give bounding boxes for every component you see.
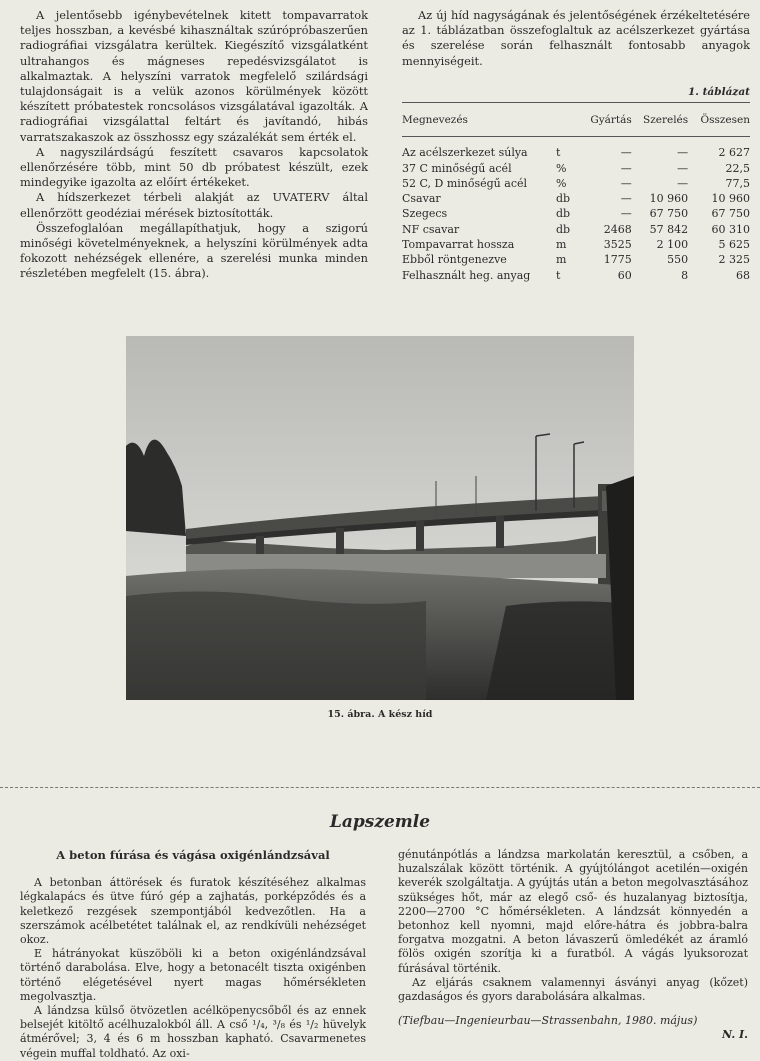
cell-unit: %: [556, 176, 567, 190]
figure-caption: 15. ábra. A kész híd: [327, 709, 433, 720]
cell-name: Felhasznált heg. anyag: [402, 268, 531, 282]
cell-unit: m: [556, 238, 567, 251]
cell-manufacture: 1775: [603, 253, 632, 267]
cell-manufacture: 3525: [603, 238, 632, 251]
cell-assembly: 2 100: [656, 238, 689, 251]
table-row: [402, 206, 750, 221]
cell-assembly: —: [677, 161, 689, 175]
paragraph: Az új híd nagyságának és jelentőségének érzékeltetésére az 1. táblázatban összefoglaltuk az acélszerkezet gyártása és szerelése során felhasznált fontosabb anyagok mennyiségeit.: [402, 8, 750, 68]
header-unit: [550, 103, 580, 137]
table-row: [402, 222, 750, 237]
paragraph: A nagyszilárdságú feszített csavaros kapcsolatok ellenőrzésére több, mint 50 db próbatest készült, ezek mindegyike igazolta az előírt értékeket.: [20, 144, 368, 190]
cell-total: 68: [736, 268, 750, 282]
cell-manufacture: —: [620, 192, 632, 206]
cell-name: NF csavar: [402, 222, 460, 236]
cell-manufacture: —: [620, 207, 632, 221]
table-row: [402, 137, 750, 161]
cell-assembly: 57 842: [649, 222, 689, 236]
article-title: A beton fúrása és vágása oxigénlándzsával: [56, 848, 330, 862]
table-row: [402, 176, 750, 191]
cell-name: 37 C minőségű acél: [402, 161, 512, 175]
header-assembly: Szerelés: [632, 103, 688, 137]
cell-total: 10 960: [711, 192, 750, 206]
cell-total: 2 325: [718, 253, 750, 267]
table-label: 1. táblázat: [687, 85, 750, 98]
cell-name: Szegecs: [402, 207, 448, 221]
paragraph: A betonban áttörések és furatok készítéséhez alkalmas légkalapács és ütve fúró gép a zajhatás, porképződés és a keletkező rezgések szempontjából kedvezőtlen. Ha a szerszámok acélbetétet találnak el, az rendkívüli nehézséget okoz.: [20, 876, 366, 947]
table-row: [402, 161, 750, 176]
cell-name: Csavar: [402, 192, 441, 206]
cell-total: 2 627: [718, 146, 750, 160]
cell-unit: t: [556, 146, 561, 160]
article-right-column: [398, 848, 748, 1043]
cell-assembly: —: [677, 146, 689, 160]
table-body: [402, 137, 750, 283]
cell-total: 77,5: [725, 176, 750, 190]
paragraph: E hátrányokat küszöböli ki a beton oxigénlándzsával történő darabolása. Elve, hogy a betonacélt tiszta oxigénben történő elégetésével nyert magas hőmérsékleten megolvasztja.: [20, 947, 366, 1003]
cell-unit: db: [556, 192, 571, 206]
cell-unit: t: [556, 268, 561, 282]
cell-name: Az acélszerkezet súlya: [402, 146, 528, 160]
table-row: [402, 268, 750, 283]
cell-assembly: —: [677, 176, 689, 190]
paragraph: Az eljárás csaknem valamennyi ásványi anyag (kőzet) gazdaságos és gyors darabolására alkalmas.: [398, 975, 748, 1004]
paragraph: A hídszerkezet térbeli alakját az UVATERV által ellenőrzött geodéziai mérések biztosították.: [20, 190, 368, 220]
table-row: [402, 252, 750, 267]
article-left-column: [20, 848, 366, 1061]
paragraph: A lándzsa külső ötvözetlen acélköpenycsőből és az ennek belsejét kitöltő acélhuzalokból áll. A cső ¹/₄, ³/₈ és ¹/₂ hüvelyk átmérővel; 3, 4 és 6 m hosszban kapható. Csavarmenetes végein muffal toldható. Az oxi-: [20, 1004, 366, 1060]
cell-unit: m: [556, 253, 567, 267]
cell-unit: db: [556, 222, 571, 236]
bridge-photo-image: [126, 336, 634, 700]
cell-total: 60 310: [711, 222, 750, 236]
cell-manufacture: —: [620, 176, 632, 190]
cell-manufacture: 2468: [603, 222, 632, 236]
cell-name: 52 C, D minőségű acél: [402, 176, 528, 190]
top-left-column: [20, 8, 368, 282]
cell-assembly: 8: [681, 268, 689, 282]
cell-total: 5 625: [718, 238, 750, 251]
cell-name: Ebből röntgenezve: [402, 253, 507, 267]
section-divider: [0, 787, 760, 788]
cell-assembly: 10 960: [649, 192, 689, 206]
cell-total: 22,5: [725, 161, 750, 175]
cell-assembly: 550: [667, 253, 689, 267]
header-manufacture: Gyártás: [580, 103, 632, 137]
top-right-column: [402, 8, 750, 283]
cell-manufacture: —: [620, 146, 632, 160]
paragraph: génutánpótlás a lándzsa markolatán keresztül, a csőben, a huzalszálak között történik. A gyújtólángot acetilén—oxigén keverék szolgáltatja. A gyújtás után a beton megolvasztásához szükséges hőt, már az elegő cső- és huzalanyag biztosítja, 2200—2700 °C hőmérsékleten. A lándzsát könnyedén a betonhoz kell nyomni, majd előre-hátra és jobbra-balra forgatva mozgatni. A beton lávaszerű ömledékét az áramló fölös oxigén szorítja ki a furatból. A vágás lyuksorozat fúrásával történik.: [398, 848, 748, 975]
cell-manufacture: —: [620, 161, 632, 175]
table-header-row: [402, 103, 750, 137]
cell-total: 67 750: [711, 207, 750, 221]
bridge-photo: [126, 336, 634, 700]
section-title: Lapszemle: [329, 812, 431, 832]
header-total: Összesen: [688, 103, 750, 137]
cell-assembly: 67 750: [649, 207, 689, 221]
cell-unit: %: [556, 161, 567, 175]
cell-name: Tompavarrat hossza: [402, 238, 515, 251]
cell-manufacture: 60: [617, 268, 632, 282]
article-signature: N. I.: [722, 1028, 748, 1042]
materials-table: [402, 102, 750, 283]
table-row: [402, 191, 750, 206]
header-name: Megnevezés: [402, 103, 550, 137]
paragraph: A jelentősebb igénybevételnek kitett tompavarratok teljes hosszban, a kevésbé kihasználtak szúrópróbaszerűen radiográfiai vizsgálatra kerültek. Kiegészítő vizsgálatként ultrahangos és mágneses repedésvizsgálatot is alkalmaztak. A helyszíni varratok megfelelő szilárdsági tulajdonságait is a velük azonos körülmények között készített próbatestek roncsolásos vizsgálatával igazolták. A radiográfiai vizsgálattal feltárt és javítandó, hibás varratszakaszok az összhossz egy százalékát sem érték el.: [20, 8, 368, 144]
article-source: (Tiefbau—Ingenieurbau—Strassenbahn, 1980. május): [398, 1014, 698, 1028]
paragraph: Összefoglalóan megállapíthatjuk, hogy a szigorú minőségi követelményeknek, a helyszíni körülmények adta fokozott nehézségek ellenére, a szerelési munka minden részletében megfelelt (15. ábra).: [20, 220, 368, 281]
cell-unit: db: [556, 207, 571, 221]
table-row: [402, 237, 750, 252]
